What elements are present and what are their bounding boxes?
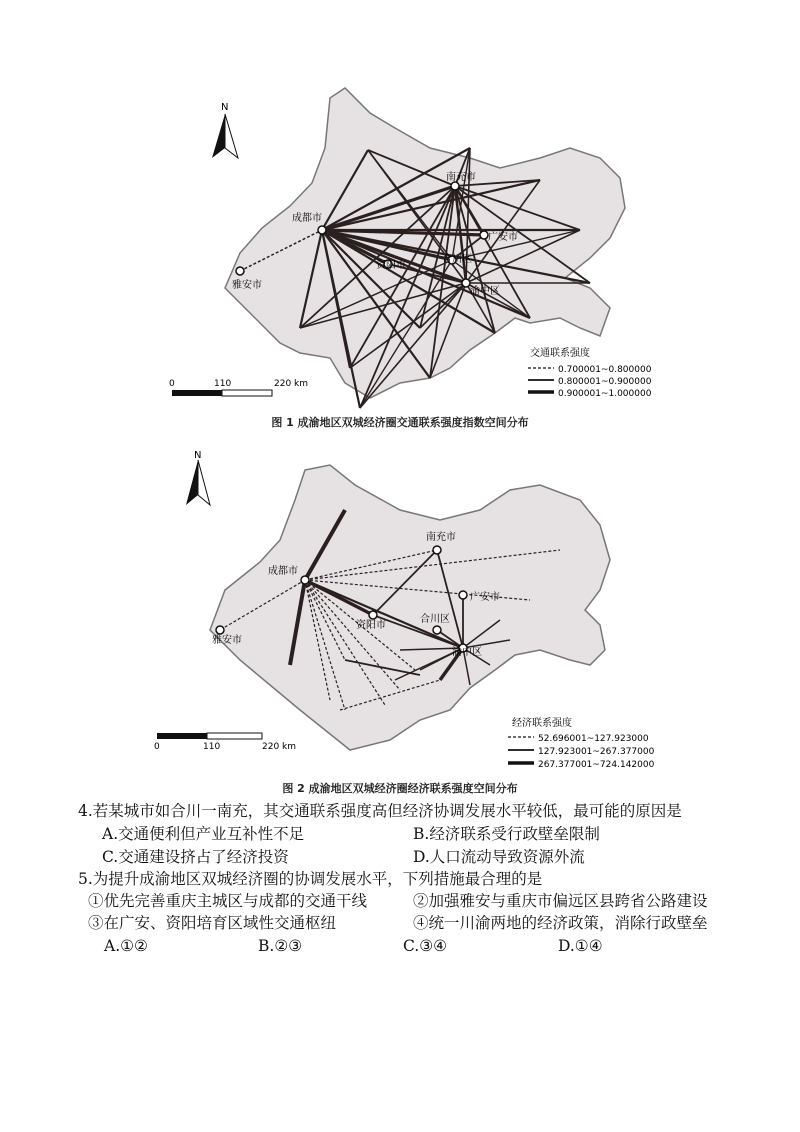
q5-option-b: B.②③ bbox=[258, 937, 303, 955]
figure-1-map bbox=[0, 78, 800, 428]
label-yuzhong: 渝中区 bbox=[452, 647, 482, 658]
svg-text:0: 0 bbox=[169, 379, 175, 389]
svg-text:0: 0 bbox=[154, 742, 160, 752]
label-chengdu: 成都市 bbox=[292, 213, 322, 224]
question-4-stem: 4.若某城市如合川一南充，其交通联系强度高但经济协调发展水平较低，最可能的原因是 bbox=[78, 802, 682, 820]
svg-text:0.900001~1.000000: 0.900001~1.000000 bbox=[558, 389, 652, 399]
label-chengdu: 成都市 bbox=[268, 566, 298, 577]
q5-statement-4: ④统一川渝两地的经济政策，消除行政壁垒 bbox=[413, 914, 708, 932]
svg-text:110: 110 bbox=[214, 379, 232, 389]
figure-2-map bbox=[0, 450, 800, 800]
north-arrow-icon bbox=[212, 102, 238, 158]
svg-text:交通联系强度: 交通联系强度 bbox=[530, 348, 590, 359]
q4-option-c: C.交通建设挤占了经济投资 bbox=[102, 848, 289, 866]
node-yaan bbox=[236, 267, 244, 275]
svg-text:127.923001~267.377000: 127.923001~267.377000 bbox=[538, 747, 655, 757]
q5-option-d: D.①④ bbox=[558, 937, 603, 955]
svg-text:0.800001~0.900000: 0.800001~0.900000 bbox=[558, 377, 652, 387]
node-nanchong bbox=[433, 546, 441, 554]
legend bbox=[528, 346, 652, 399]
svg-text:220 km: 220 km bbox=[262, 742, 297, 752]
q5-statement-2: ②加强雅安与重庆市偏远区县跨省公路建设 bbox=[413, 892, 708, 910]
node-chengdu bbox=[301, 576, 309, 584]
node-guangan bbox=[459, 591, 467, 599]
label-ziyang: 资阳市 bbox=[356, 620, 386, 631]
label-yaan: 雅安市 bbox=[212, 635, 242, 646]
q4-option-b: B.经济联系受行政壁垒限制 bbox=[413, 825, 600, 843]
svg-text:110: 110 bbox=[203, 742, 221, 752]
svg-text:N: N bbox=[221, 102, 229, 113]
q5-option-a: A.①② bbox=[104, 937, 148, 955]
label-ziyang: 资阳市 bbox=[376, 260, 406, 271]
north-arrow-icon bbox=[186, 450, 210, 505]
scale-bar bbox=[154, 733, 296, 752]
svg-text:经济联系强度: 经济联系强度 bbox=[512, 718, 572, 729]
svg-text:0.700001~0.800000: 0.700001~0.800000 bbox=[558, 365, 652, 375]
node-nanchong bbox=[451, 182, 459, 190]
figure-2-svg bbox=[0, 450, 800, 800]
svg-text:52.696001~127.923000: 52.696001~127.923000 bbox=[538, 734, 649, 744]
q4-option-a: A.交通便利但产业互补性不足 bbox=[102, 825, 305, 843]
question-5-stem: 5.为提升成渝地区双城经济圈的协调发展水平，下列措施最合理的是 bbox=[78, 870, 543, 888]
node-hechuan bbox=[433, 626, 441, 634]
q5-option-c: C.③④ bbox=[403, 937, 448, 955]
figure-2-caption: 图 2 成渝地区双城经济圈经济联系强度空间分布 bbox=[282, 782, 518, 795]
node-chengdu bbox=[318, 226, 326, 234]
legend bbox=[508, 716, 655, 770]
figure-1-svg bbox=[0, 78, 800, 428]
label-guangan: 广安市 bbox=[488, 232, 518, 243]
region-outline bbox=[210, 465, 610, 750]
q5-statement-3: ③在广安、资阳培育区域性交通枢纽 bbox=[88, 914, 337, 932]
label-yaan: 雅安市 bbox=[232, 280, 262, 291]
svg-text:N: N bbox=[194, 450, 202, 461]
node-guangan bbox=[480, 231, 488, 239]
q5-statement-1: ①优先完善重庆主城区与成都的交通干线 bbox=[88, 892, 368, 910]
svg-text:267.377001~724.142000: 267.377001~724.142000 bbox=[538, 760, 655, 770]
label-hechuan: 合川区 bbox=[442, 254, 472, 265]
svg-text:220 km: 220 km bbox=[274, 379, 309, 389]
node-ziyang bbox=[369, 611, 377, 619]
label-nanchong: 南充市 bbox=[426, 532, 456, 543]
label-guangan: 广安市 bbox=[470, 592, 500, 603]
node-yaan bbox=[216, 626, 224, 634]
node-yuzhong bbox=[462, 279, 470, 287]
q4-option-d: D.人口流动导致资源外流 bbox=[413, 848, 585, 866]
scale-bar bbox=[169, 379, 308, 396]
label-hechuan: 合川区 bbox=[420, 614, 450, 625]
label-yuzhong: 渝中区 bbox=[470, 286, 500, 297]
label-nanchong: 南充市 bbox=[446, 172, 476, 183]
figure-1-caption: 图 1 成渝地区双城经济圈交通联系强度指数空间分布 bbox=[271, 416, 529, 429]
